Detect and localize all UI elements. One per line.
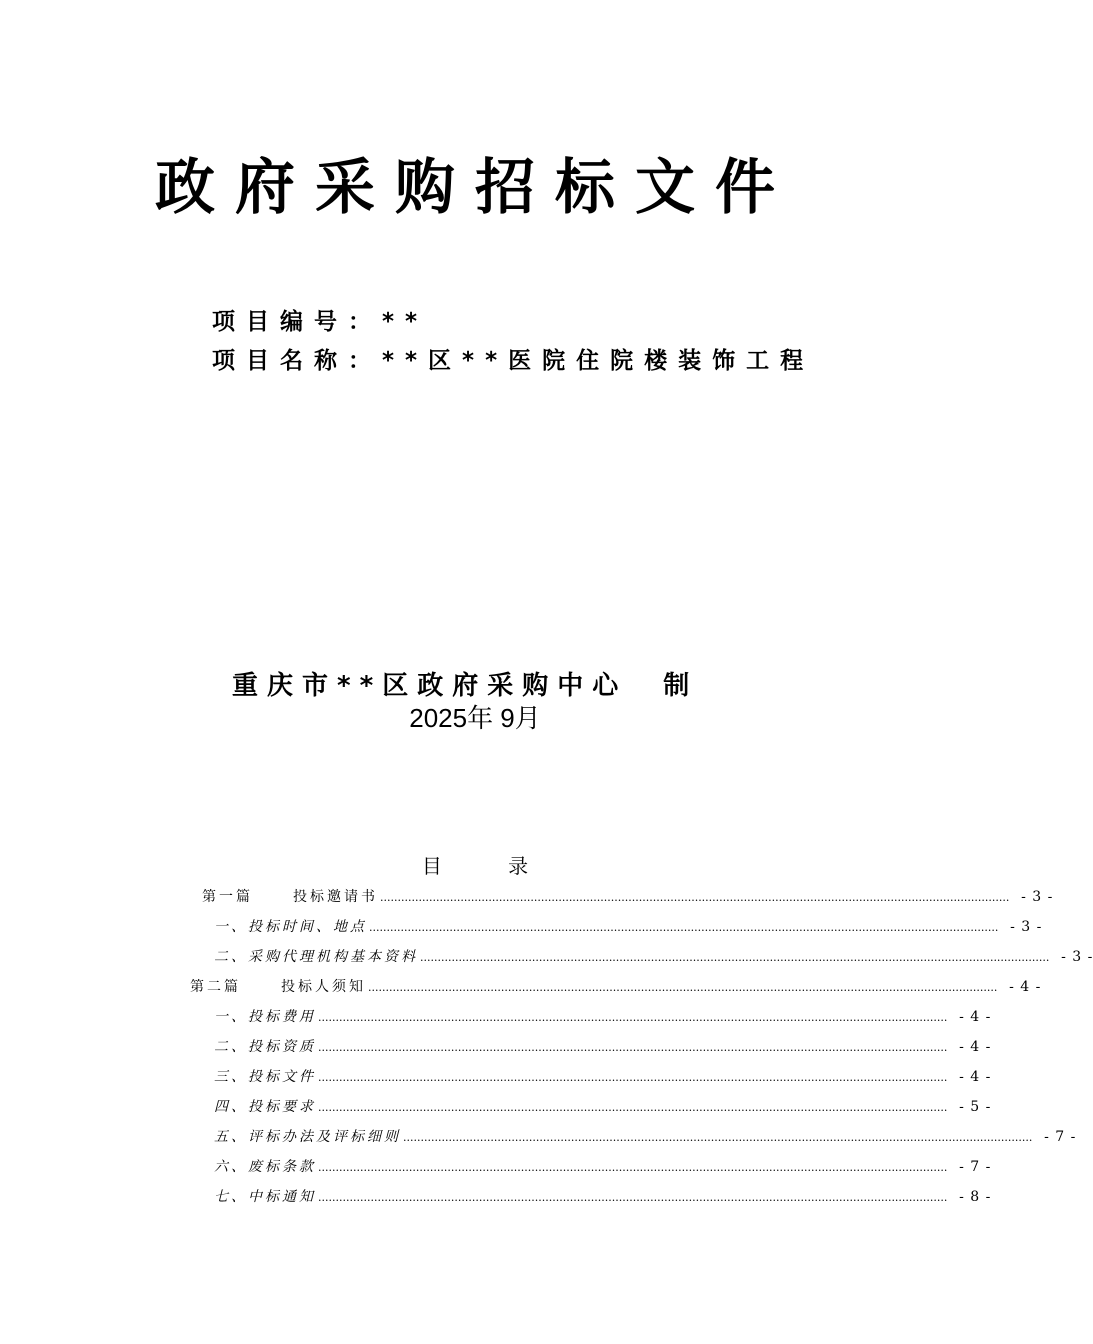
issuer-suffix: 制 bbox=[663, 671, 699, 701]
toc-entry-number: 一、 bbox=[214, 919, 248, 935]
toc-entry[interactable] bbox=[214, 912, 1043, 942]
toc-entry[interactable] bbox=[214, 1002, 992, 1032]
toc-leader-dots: .................................................................................................................................................................................... bbox=[369, 921, 999, 934]
toc-entry-page: - 8 - bbox=[959, 1189, 992, 1205]
toc-entry-text: 投标人须知 bbox=[281, 979, 366, 995]
toc-leader-dots: .................................................................................................................................................................................... bbox=[403, 1131, 1033, 1144]
toc-entry[interactable] bbox=[214, 1032, 992, 1062]
toc-entry-page: - 7 - bbox=[959, 1159, 992, 1175]
project-number-row bbox=[212, 306, 832, 339]
toc-leader-dots: .................................................................................................................................................................................... bbox=[318, 1191, 948, 1204]
toc-entry-text: 废标条款 bbox=[248, 1159, 316, 1175]
toc-entry-text: 采购代理机构基本资料 bbox=[248, 949, 418, 965]
toc-entry-text: 投标要求 bbox=[248, 1099, 316, 1115]
toc-entry[interactable] bbox=[202, 882, 1054, 912]
toc-entry-text: 投标邀请书 bbox=[293, 889, 378, 905]
toc-title bbox=[0, 852, 950, 880]
project-name-row bbox=[212, 339, 832, 383]
toc-entry-page: - 4 - bbox=[959, 1069, 992, 1085]
toc-entry[interactable] bbox=[190, 972, 1042, 1002]
toc-entry-number: 七、 bbox=[214, 1189, 248, 1205]
toc-entry[interactable] bbox=[214, 1182, 992, 1212]
toc-leader-dots: .................................................................................................................................................................................... bbox=[368, 981, 998, 994]
project-name-value: **区**医院住院楼装饰工程 bbox=[382, 348, 815, 374]
toc-entry-number: 二、 bbox=[214, 949, 248, 965]
toc-title-right: 录 bbox=[508, 854, 589, 878]
toc-entry-number: 第二篇 bbox=[190, 979, 241, 995]
toc-entry-number: 四、 bbox=[214, 1099, 248, 1115]
toc-entry[interactable] bbox=[214, 1152, 992, 1182]
toc-entry-text: 投标时间、地点 bbox=[248, 919, 367, 935]
toc-leader-dots: .................................................................................................................................................................................... bbox=[318, 1071, 948, 1084]
toc-entry-page: - 5 - bbox=[959, 1099, 992, 1115]
toc-entry-number: 三、 bbox=[214, 1069, 248, 1085]
toc-entry-text: 评标办法及评标细则 bbox=[248, 1129, 401, 1145]
issue-date: 2025年 9月 bbox=[409, 703, 541, 733]
project-name-label: 项目名称： bbox=[212, 348, 382, 374]
toc-entry-number: 二、 bbox=[214, 1039, 248, 1055]
toc-entry[interactable] bbox=[214, 942, 1093, 972]
project-info bbox=[212, 306, 832, 383]
toc-leader-dots: .................................................................................................................................................................................... bbox=[318, 1161, 948, 1174]
issuer-name: 重庆市**区政府采购中心 bbox=[232, 671, 628, 701]
project-number-value: ** bbox=[382, 309, 429, 335]
toc-entry-number: 第一篇 bbox=[202, 889, 253, 905]
toc-entry-text: 投标资质 bbox=[248, 1039, 316, 1055]
toc-entry-text: 投标文件 bbox=[248, 1069, 316, 1085]
issuer-line bbox=[232, 668, 752, 704]
toc-entry-number: 六、 bbox=[214, 1159, 248, 1175]
toc-entry-page: - 3 - bbox=[1061, 949, 1093, 965]
document-title: 政府采购招标文件 bbox=[155, 153, 795, 223]
toc-entry-page: - 3 - bbox=[1021, 889, 1054, 905]
toc-entry-page: - 7 - bbox=[1044, 1129, 1077, 1145]
toc-entry-number: 五、 bbox=[214, 1129, 248, 1145]
toc-entry-page: - 4 - bbox=[959, 1009, 992, 1025]
toc-leader-dots: .................................................................................................................................................................................... bbox=[318, 1011, 948, 1024]
toc-leader-dots: .................................................................................................................................................................................... bbox=[318, 1041, 948, 1054]
project-number-label: 项目编号： bbox=[212, 309, 382, 335]
toc-entry[interactable] bbox=[214, 1122, 1077, 1152]
toc-leader-dots: .................................................................................................................................................................................... bbox=[420, 951, 1050, 964]
toc-entry[interactable] bbox=[214, 1092, 992, 1122]
toc-entry-text: 投标费用 bbox=[248, 1009, 316, 1025]
toc-entry-page: - 4 - bbox=[959, 1039, 992, 1055]
toc-entry-number: 一、 bbox=[214, 1009, 248, 1025]
toc-title-left: 目 bbox=[421, 854, 502, 878]
toc-entry[interactable] bbox=[214, 1062, 992, 1092]
toc-leader-dots: .................................................................................................................................................................................... bbox=[380, 891, 1010, 904]
toc-leader-dots: .................................................................................................................................................................................... bbox=[318, 1101, 948, 1114]
toc-entry-text: 中标通知 bbox=[248, 1189, 316, 1205]
toc-entry-page: - 3 - bbox=[1010, 919, 1043, 935]
toc-entry-page: - 4 - bbox=[1009, 979, 1042, 995]
